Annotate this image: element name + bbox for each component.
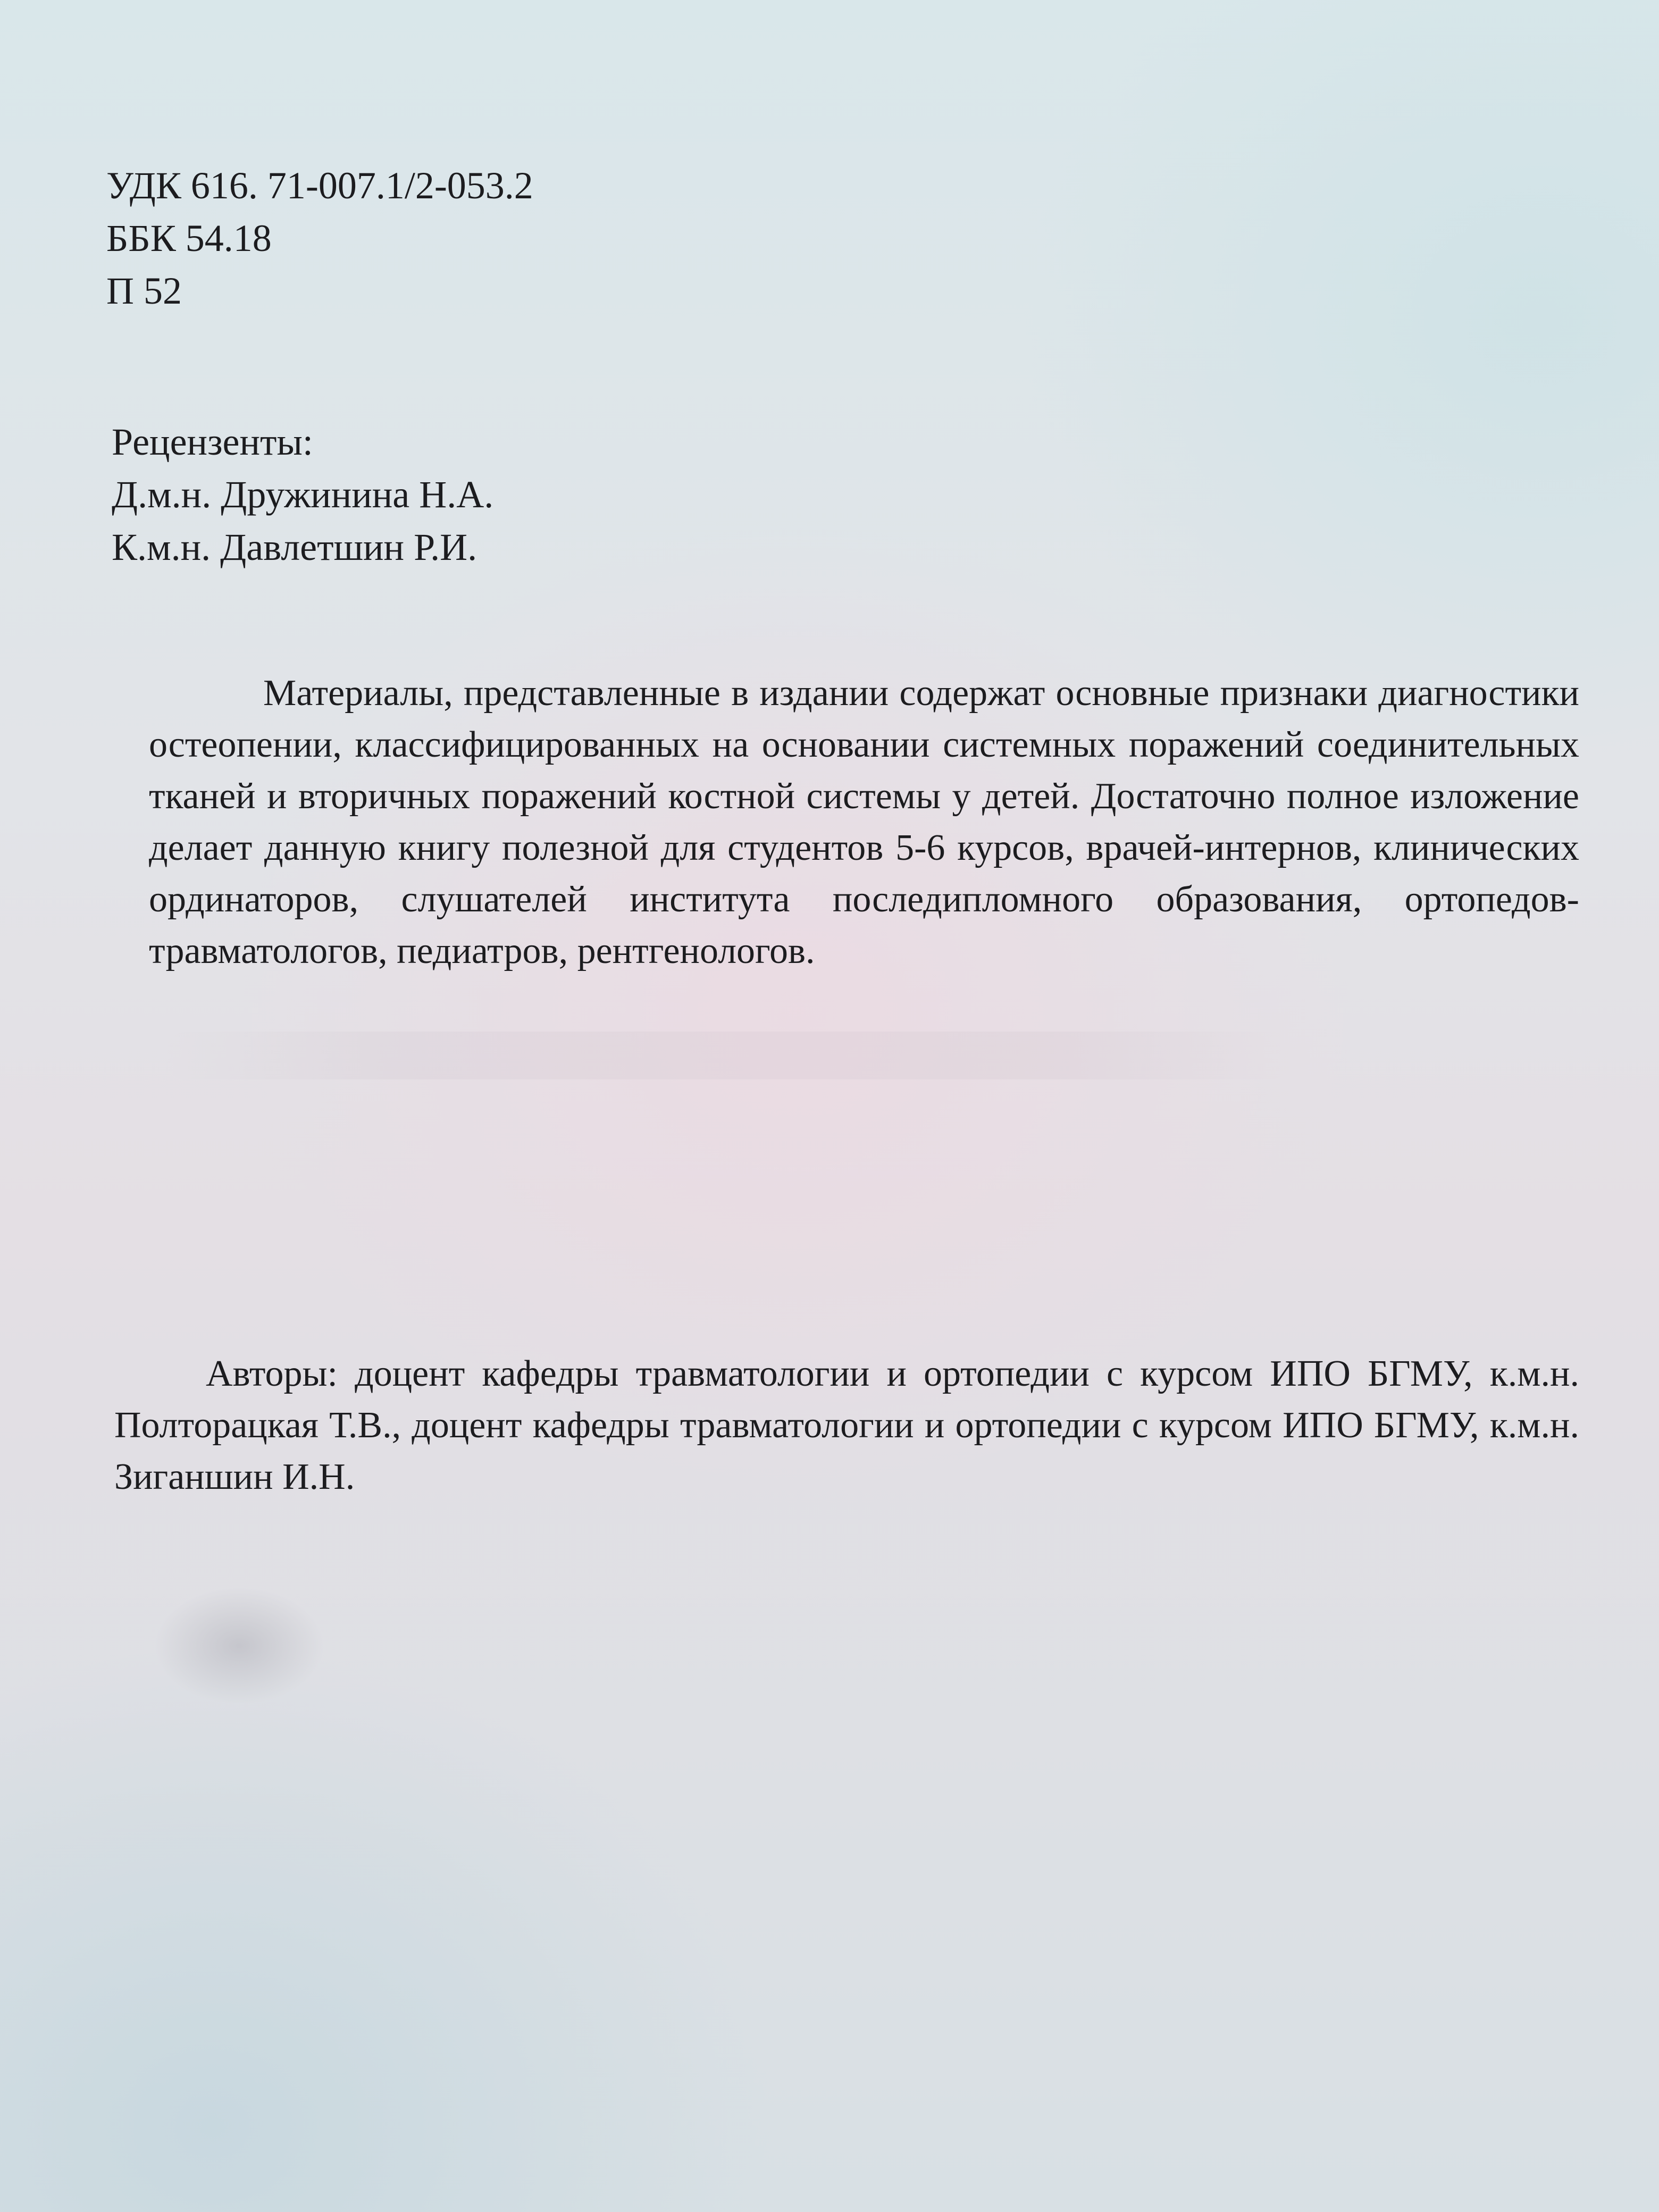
finger-shadow bbox=[154, 1587, 324, 1704]
authors-paragraph: Авторы: доцент кафедры травматологии и ортопедии с курсом ИПО БГМУ, к.м.н. Полторацкая Т.В., доцент кафедры травматологии и ортопедии с курсом ИПО БГМУ, к.м.н. Зиганшин И.Н. bbox=[114, 1353, 1579, 1497]
reviewers-heading: Рецензенты: bbox=[112, 421, 313, 463]
reviewer-item: Д.м.н. Дружинина Н.А. bbox=[112, 473, 494, 516]
author-code: П 52 bbox=[106, 270, 182, 312]
bbk-code: ББК 54.18 bbox=[106, 217, 272, 259]
abstract-paragraph: Материалы, представленные в издании содержат основные признаки диагностики остеопении, классифицированных на основании системных поражений соединительных тканей и вторичных поражений костной системы у детей. Достаточно полное изложение делает данную книгу полезной для студентов 5-6 курсов, врачей-интернов, клинических ординаторов, слушателей института последипломного образования, ортопедов-травматологов, педиатров, рентгенологов. bbox=[149, 673, 1579, 971]
classification-block bbox=[106, 160, 533, 317]
udk-code: УДК 616. 71-007.1/2-053.2 bbox=[106, 164, 533, 207]
reviewers-block bbox=[112, 416, 493, 574]
bleed-through-shadow bbox=[165, 1032, 1292, 1079]
reviewer-item: К.м.н. Давлетшин Р.И. bbox=[112, 526, 477, 568]
